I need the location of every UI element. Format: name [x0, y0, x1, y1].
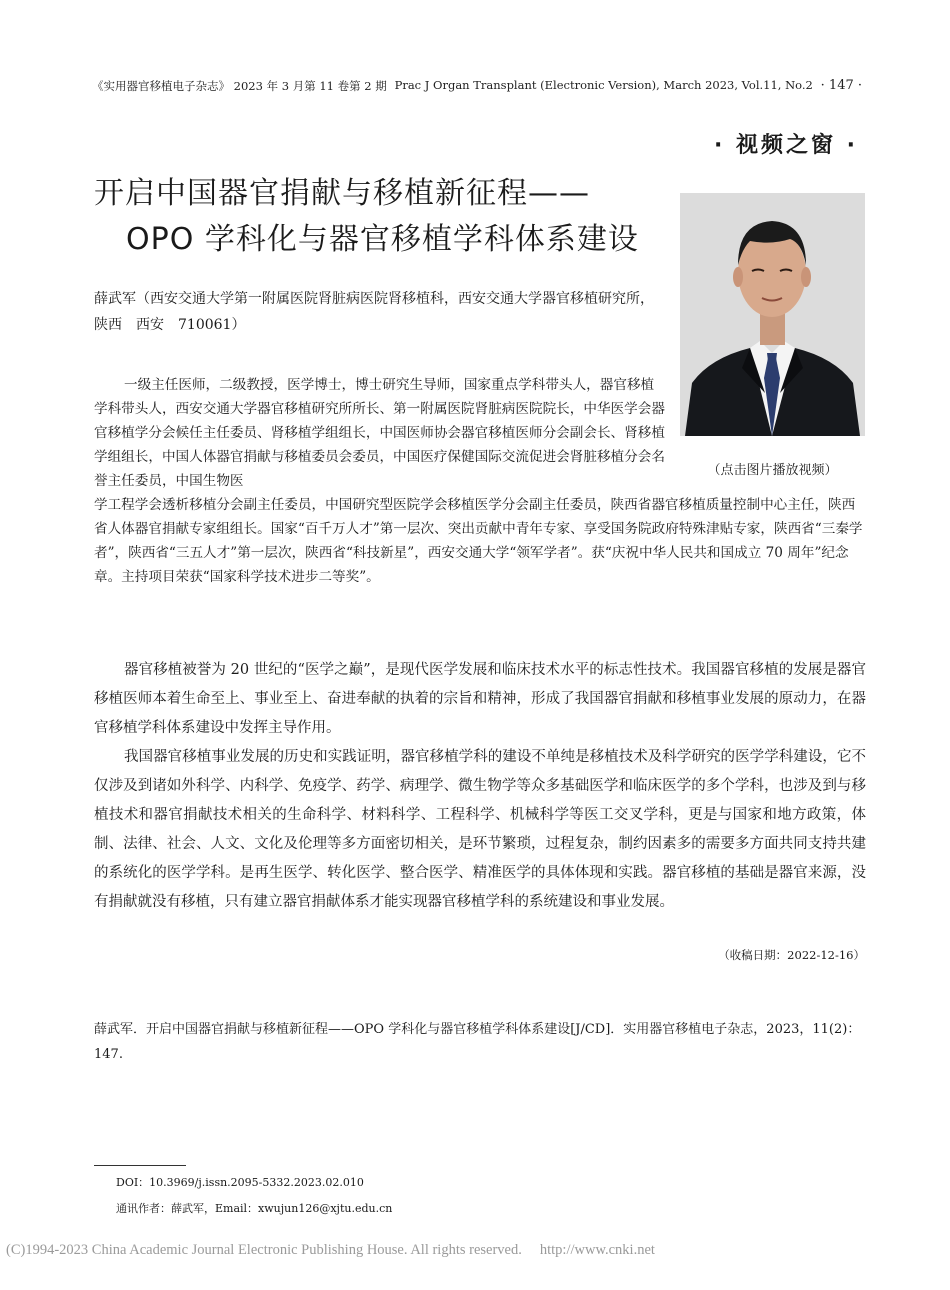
received-date: （收稿日期：2022-12-16） [718, 948, 865, 962]
article-title-line-2: OPO 学科化与器官移植学科体系建设 [126, 222, 639, 257]
photo-caption-play-video[interactable]: （点击图片播放视频） [707, 463, 838, 478]
author-affiliation: （西安交通大学第一附属医院肾脏病医院肾移植科，西安交通大学器官移植研究所，陕西 西安 710061） [94, 291, 654, 333]
cnki-link[interactable]: http://www.cnki.net [539, 1242, 655, 1258]
copyright-text: (C)1994-2023 China Academic Journal Electronic Publishing House. All rights reserved. [6, 1242, 522, 1258]
footnote-divider [94, 1165, 186, 1166]
copyright-watermark [6, 1242, 946, 1259]
journal-name-cn: 《实用器官移植电子杂志》 2023 年 3 月第 11 卷第 2 期 [92, 79, 387, 93]
body-paragraph: 我国器官移植事业发展的历史和实践证明，器官移植学科的建设不单纯是移植技术及科学研究的医学学科建设，它不仅涉及到诸如外科学、内科学、免疫学、药学、病理学、微生物学等众多基础医学和临床医学的多个学科，也涉及到与移植技术和器官捐献技术相关的生命科学、材料科学、工程科学、机械科学等医工交叉学科，更是与国家和地方政策，体制、法律、社会、人文、文化及伦理等多方面密切相关，是环节繁琐，过程复杂，制约因素多的需要多方面共同支持共建的系统化的医学学科。是再生医学、转化医学、整合医学、精准医学的具体体现和实践。器官移植的基础是器官来源，没有捐献就没有移植，只有建立器官捐献体系才能实现器官移植学科的系统建设和事业发展。 [94, 749, 866, 910]
author-bio-part-2: 学工程学会透析移植分会副主任委员，中国研究型医院学会移植医学分会副主任委员，陕西省器官移植质量控制中心主任，陕西省人体器官捐献专家组组长。国家“百千万人才”第一层次、突出贡献中青年专家、享受国务院政府特殊津贴专家，陕西省“三秦学者”，陕西省“三五人才”第一层次，陕西省“科技新星”，西安交通大学“领军学者”。获“庆祝中华人民共和国成立 70 周年”纪念章。主持项目荣获“国家科学技术进步二等奖”。 [94, 497, 863, 585]
article-body [94, 656, 866, 917]
journal-name-en: Prac J Organ Transplant (Electronic Version), March 2023, Vol.11, No.2 [394, 78, 813, 92]
citation: 薛武军．开启中国器官捐献与移植新征程——OPO 学科化与器官移植学科体系建设[J/CD]．实用器官移植电子杂志，2023，11(2)：147. [94, 1022, 861, 1062]
corresponding-author-footnote: 通讯作者：薛武军，Email：xwujun126@xjtu.edu.cn [116, 1202, 393, 1215]
column-label: · 视频之窗 · [713, 133, 858, 158]
article-title-line-1: 开启中国器官捐献与移植新征程—— [94, 176, 590, 211]
author-portrait-image [680, 193, 865, 436]
author-line [94, 286, 664, 338]
body-paragraph: 器官移植被誉为 20 世纪的“医学之巅”，是现代医学发展和临床技术水平的标志性技术。我国器官移植的发展是器官移植医师本着生命至上、事业至上、奋进奉献的执着的宗旨和精神，形成了我国器官捐献和移植事业发展的原动力，在器官移植学科体系建设中发挥主导作用。 [94, 662, 866, 736]
author-name: 薛武军 [94, 291, 136, 307]
page-number: · 147 · [820, 78, 862, 93]
doi-footnote[interactable]: DOI：10.3969/j.issn.2095-5332.2023.02.010 [116, 1176, 364, 1189]
author-bio-part-1: 一级主任医师，二级教授，医学博士，博士研究生导师，国家重点学科带头人，器官移植学科带头人，西安交通大学器官移植研究所所长、第一附属医院肾脏病医院院长，中华医学会器官移植学分会候任主任委员、肾移植学组组长，中国医师协会器官移植医师分会副会长、肾移植学组组长，中国人体器官捐献与移植委员会委员，中国医疗保健国际交流促进会肾脏移植分会名誉主任委员，中国生物医 [94, 377, 665, 489]
running-header [92, 78, 862, 94]
author-photo-video-thumbnail[interactable] [680, 193, 865, 436]
